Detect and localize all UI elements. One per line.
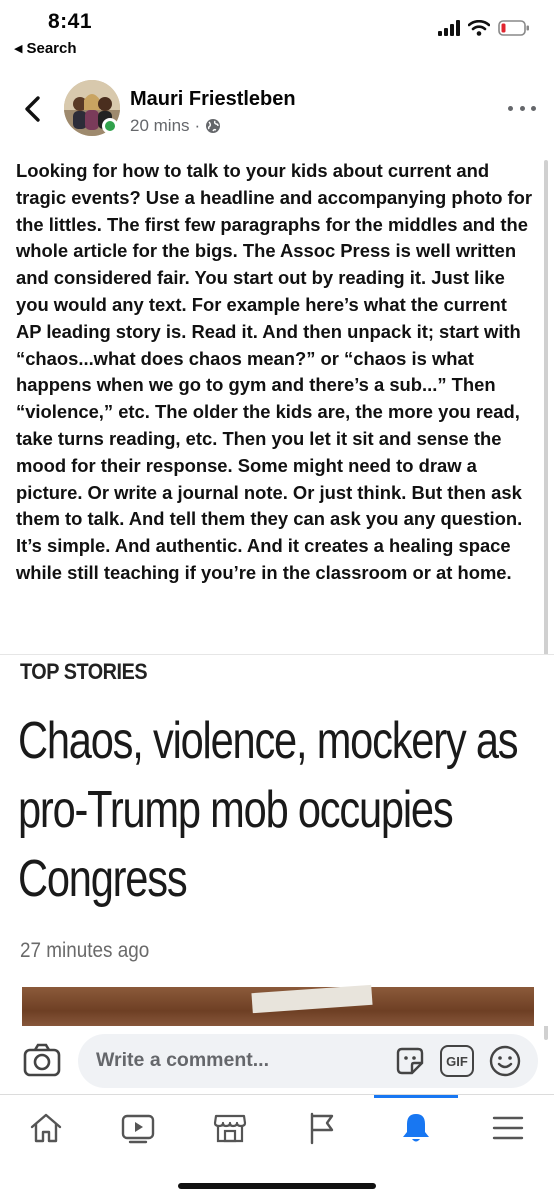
dot: [531, 106, 536, 111]
comment-input[interactable]: [78, 1034, 538, 1088]
post-header: [0, 78, 554, 144]
back-chevron-icon[interactable]: [20, 94, 46, 124]
globe-icon: [205, 118, 221, 134]
photo-papers: [251, 985, 372, 1013]
meta-separator: ·: [194, 116, 201, 135]
status-time: 8:41: [48, 10, 93, 33]
article-headline: Chaos, violence, mockery as pro-Trump mob occupies Congress: [18, 712, 518, 908]
marketplace-icon: [212, 1112, 248, 1144]
sticker-icon[interactable]: [394, 1045, 426, 1077]
gif-button[interactable]: GIF: [440, 1045, 474, 1077]
comment-bar: [0, 1032, 554, 1090]
tab-marketplace[interactable]: [184, 1095, 276, 1161]
bell-icon: [399, 1111, 433, 1145]
article-time: 27 minutes ago: [20, 939, 150, 962]
status-bar: [0, 0, 554, 62]
tab-notifications[interactable]: [370, 1095, 462, 1161]
home-icon: [29, 1112, 63, 1144]
menu-icon: [492, 1114, 524, 1142]
battery-low-icon: [498, 20, 530, 36]
post-meta: [130, 116, 221, 136]
camera-icon[interactable]: [22, 1042, 62, 1078]
dot: [508, 106, 513, 111]
post-text: Looking for how to talk to your kids about current and tragic events? Use a headline and accompanying photo for the littles. The first few paragraphs for the middles and the whole article for the bigs. The Assoc Press is well written and considered fair. You start out by reading it. Just like you would any text. For example here’s what the current AP leading story is. Read it. And then unpack it; start with “chaos...what does chaos mean?” or “chaos is what happens when we go to gym and there’s a sub...” Then “violence,” etc. The older the kids are, the more you read, take turns reading, etc. Then you let it sit and sense the mood for their response. Some might need to draw a picture. Or write a journal note. Or just think. But then ask them to talk. And tell them they can ask you any question. It’s simple. And authentic. And it creates a healing space while still teaching if you’re in the classroom or at home.: [16, 160, 533, 583]
tab-home[interactable]: [0, 1095, 92, 1161]
tab-pages[interactable]: [276, 1095, 368, 1161]
back-triangle-icon: ◀: [14, 43, 23, 55]
back-to-search-button[interactable]: [14, 40, 77, 57]
flag-icon: [306, 1111, 338, 1145]
author-name[interactable]: Mauri Friestleben: [130, 88, 296, 110]
watch-video-icon: [120, 1112, 156, 1144]
back-to-search-label: Search: [26, 40, 77, 57]
article-image[interactable]: [0, 654, 554, 1026]
status-icons: [438, 20, 530, 36]
emoji-icon[interactable]: [488, 1044, 522, 1078]
cellular-signal-icon: [438, 20, 460, 36]
dot: [520, 106, 525, 111]
home-indicator: [178, 1183, 376, 1189]
wifi-icon: [468, 20, 490, 36]
tab-menu[interactable]: [462, 1095, 554, 1161]
tab-watch[interactable]: [92, 1095, 184, 1161]
more-options-button[interactable]: [508, 98, 536, 118]
comment-placeholder: Write a comment...: [96, 1049, 270, 1071]
article-photo: [22, 987, 534, 1026]
article-kicker: TOP STORIES: [20, 659, 148, 684]
post-time[interactable]: 20 mins: [130, 116, 190, 135]
bottom-nav: [0, 1095, 554, 1161]
online-status-dot: [102, 118, 118, 134]
